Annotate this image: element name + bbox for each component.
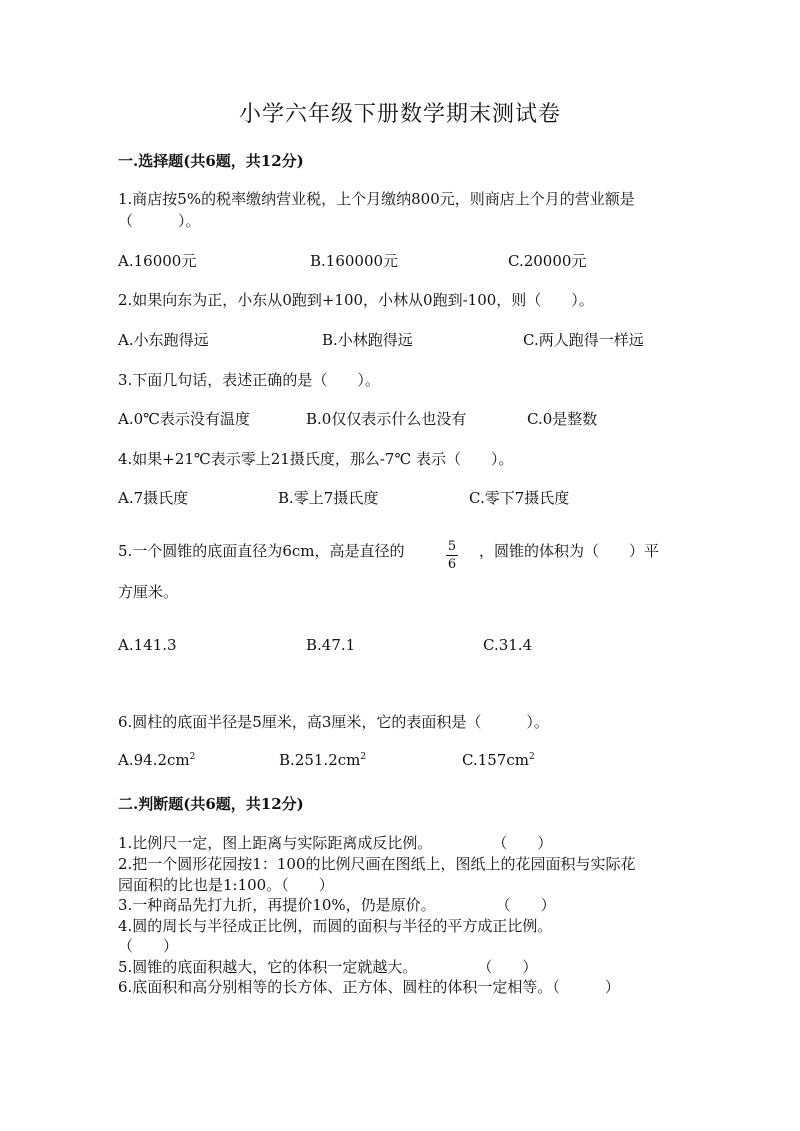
question-3-option-c: C.0是整数 [527,410,598,428]
judgement-line-8: 6.底面积和高分别相等的长方体、正方体、圆柱的体积一定相等。（ ） [118,978,620,996]
option-c-text: C.157cm [462,751,529,769]
question-5-text-before: 5.一个圆锥的底面直径为6cm，高是直径的 [118,542,405,560]
question-6-text: 6.圆柱的底面半径是5厘米，高3厘米，它的表面积是（ ）。 [118,713,549,731]
section-heading-choice: 一.选择题(共6题，共12分) [118,152,304,170]
question-2-option-b: B.小林跑得远 [322,331,413,349]
judgement-line-4: 3.一种商品先打九折，再提价10%，仍是原价。 （ ） [118,896,556,914]
question-5-option-b: B.47.1 [306,636,356,654]
question-4-option-b: B.零上7摄氏度 [278,489,379,507]
question-1-option-b: B.160000元 [310,252,399,270]
fraction-numerator: 5 [447,539,457,554]
question-6-option-a [118,751,195,769]
question-5-text-after: ，圆锥的体积为（ ）平 [479,542,660,560]
question-4-text: 4.如果+21℃表示零上21摄氏度，那么-7℃ 表示（ ）。 [118,450,514,468]
question-3-option-a: A.0℃表示没有温度 [118,410,250,428]
question-2-option-a: A.小东跑得远 [118,331,209,349]
question-3-option-b: B.0仅仅表示什么也没有 [306,410,467,428]
question-2-option-c: C.两人跑得一样远 [523,331,644,349]
judgement-line-2: 2.把一个圆形花园按1：100的比例尺画在图纸上，图纸上的花园面积与实际花 [118,855,636,873]
fraction-denominator: 6 [447,557,457,572]
judgement-line-3: 园面积的比也是1:100。（ ） [118,876,334,894]
question-1-option-a: A.16000元 [118,252,197,270]
judgement-line-1: 1.比例尺一定，图上距离与实际距离成反比例。 （ ） [118,834,553,852]
section-heading-judgement: 二.判断题(共6题，共12分) [118,795,304,813]
squared-superscript: 2 [360,752,367,762]
question-4-option-a: A.7摄氏度 [118,489,189,507]
question-2-text: 2.如果向东为正，小东从0跑到+100，小林从0跑到-100，则（ ）。 [118,291,594,309]
squared-superscript: 2 [189,752,196,762]
question-1-line-2: （ ）。 [118,212,201,230]
fraction-five-sixths [446,535,458,571]
question-6-option-b [279,751,366,769]
question-5-option-a: A.141.3 [118,636,177,654]
question-5-line-2: 方厘米。 [118,583,179,601]
option-b-text: B.251.2cm [279,751,361,769]
question-3-text: 3.下面几句话，表述正确的是（ ）。 [118,371,380,389]
judgement-line-7: 5.圆锥的底面积越大，它的体积一定就越大。 （ ） [118,958,538,976]
question-1-option-c: C.20000元 [508,252,587,270]
question-4-option-c: C.零下7摄氏度 [469,489,570,507]
page-title: 小学六年级下册数学期末测试卷 [238,102,561,127]
judgement-line-5: 4.圆的周长与半径成正比例，而圆的面积与半径的平方成正比例。 [118,917,553,935]
question-1-line-1: 1.商店按5%的税率缴纳营业税，上个月缴纳800元，则商店上个月的营业额是 [118,190,635,208]
squared-superscript: 2 [528,752,535,762]
question-6-option-c [462,751,535,769]
judgement-line-6: （ ） [118,937,179,955]
fraction-bar [446,555,458,556]
option-a-text: A.94.2cm [118,751,190,769]
question-5-option-c: C.31.4 [483,636,533,654]
